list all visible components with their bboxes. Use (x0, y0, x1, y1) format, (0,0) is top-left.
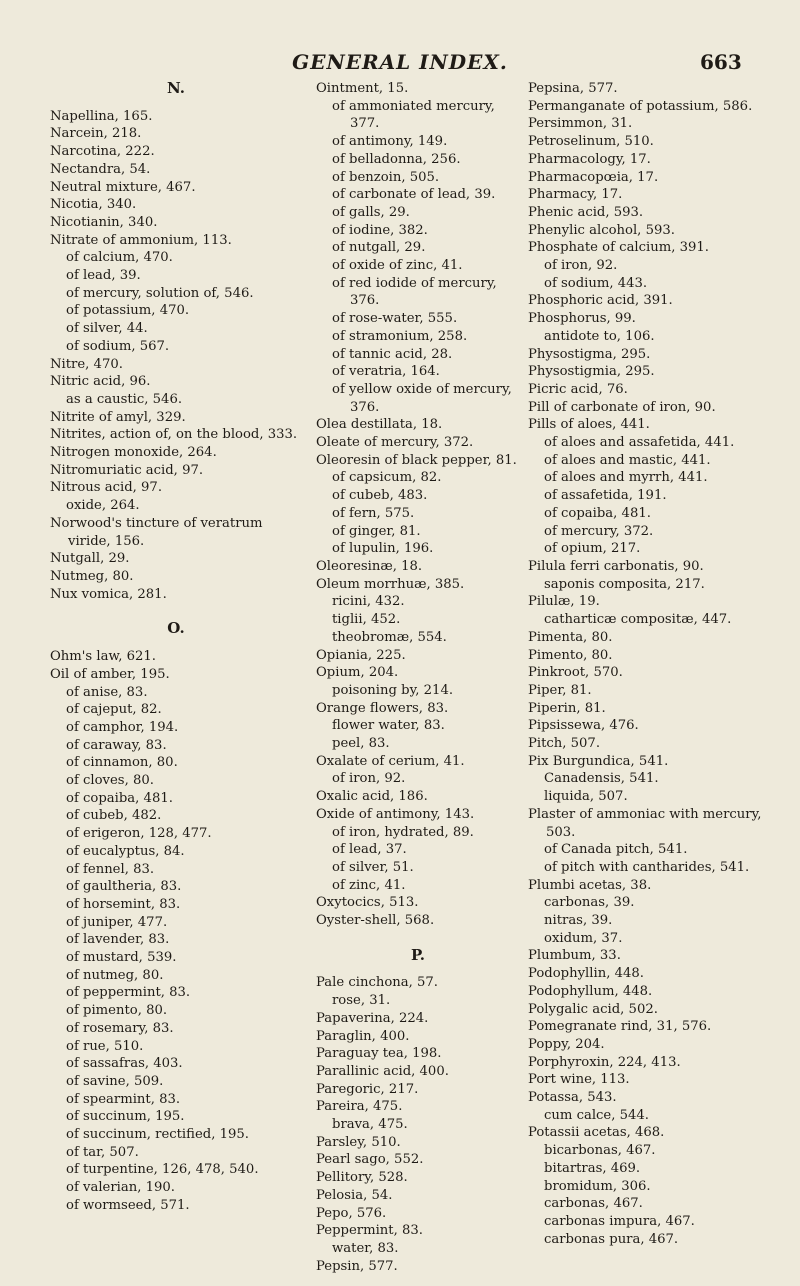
index-entry: Plaster of ammoniac with mercury, 503. (528, 806, 762, 840)
index-subentry: bicarbonas, 467. (544, 1143, 656, 1159)
index-subentry: carbonas impura, 467. (544, 1214, 695, 1229)
index-entry: Nectandra, 54. (50, 161, 151, 177)
index-entry: Petroselinum, 510. (528, 134, 654, 150)
section-letter: N. (167, 79, 185, 97)
index-entry: Pinkroot, 570. (528, 665, 623, 681)
index-subentry: of iron, 92. (332, 771, 406, 787)
index-subentry: of lead, 39. (66, 268, 141, 284)
index-entry: Pareira, 475. (316, 1099, 403, 1115)
index-entry: Nux vomica, 281. (50, 586, 167, 602)
index-subentry: saponis composita, 217. (544, 576, 705, 592)
index-subentry: liquida, 507. (544, 789, 628, 805)
index-entry: Olea destillata, 18. (316, 417, 443, 433)
index-entry: Pomegranate rind, 31, 576. (528, 1019, 712, 1035)
index-subentry: of lavender, 83. (66, 932, 170, 948)
index-subentry: of sodium, 567. (66, 338, 170, 354)
index-subentry: of oxide of zinc, 41. (332, 258, 463, 274)
index-entry: Phenylic alcohol, 593. (528, 222, 675, 238)
index-entry: Parallinic acid, 400. (316, 1063, 449, 1079)
index-subentry: bitartras, 469. (544, 1160, 641, 1176)
index-entry: Nitrite of amyl, 329. (50, 409, 186, 425)
index-subentry: ricini, 432. (332, 594, 405, 610)
index-subentry: of capsicum, 82. (332, 470, 442, 486)
index-entry: Nutmeg, 80. (50, 568, 134, 584)
index-subentry: of belladonna, 256. (332, 151, 461, 167)
index-entry: Orange flowers, 83. (316, 700, 449, 716)
index-entry: Norwood's tincture of veratrum viride, 156. (50, 515, 263, 549)
index-subentry: of cloves, 80. (66, 773, 154, 789)
index-subentry: of ammoniated mercury, 377. (332, 98, 495, 132)
section-letter: P. (410, 945, 426, 964)
index-subentry: of caraway, 83. (66, 737, 167, 753)
index-entry: Paraguay tea, 198. (316, 1046, 442, 1062)
index-entry: Nitromuriatic acid, 97. (50, 462, 204, 478)
index-entry: Podophyllin, 448. (528, 966, 644, 982)
index-entry: Nicotianin, 340. (50, 214, 158, 230)
index-subentry: of ginger, 81. (332, 523, 421, 539)
index-subentry: of carbonate of lead, 39. (332, 187, 496, 203)
index-subentry: of mustard, 539. (66, 950, 177, 966)
index-entry: Phosphorus, 99. (528, 311, 636, 327)
index-entry: Pharmacopœia, 17. (528, 169, 659, 185)
index-subentry: of cubeb, 482. (66, 808, 162, 824)
index-subentry: of rue, 510. (66, 1038, 144, 1054)
index-entry: Nitrous acid, 97. (50, 480, 163, 496)
index-subentry: of rose-water, 555. (332, 311, 458, 327)
index-entry: Oxalate of cerium, 41. (316, 753, 465, 769)
index-subentry: of aloes and assafetida, 441. (544, 435, 735, 451)
index-subentry: of cajeput, 82. (66, 702, 162, 718)
index-entry: Peppermint, 83. (316, 1223, 423, 1239)
index-entry: Pharmacology, 17. (528, 151, 651, 167)
index-entry: Ohm's law, 621. (50, 649, 156, 665)
index-subentry: of spearmint, 83. (66, 1091, 181, 1107)
index-subentry: nitras, 39. (544, 913, 613, 929)
index-subentry: oxidum, 37. (544, 930, 623, 946)
index-entry: Piperin, 81. (528, 700, 606, 716)
index-subentry: of camphor, 194. (66, 719, 179, 735)
index-subentry: carbonas pura, 467. (544, 1231, 679, 1247)
index-subentry: water, 83. (332, 1241, 399, 1256)
index-entry: Nitre, 470. (50, 356, 123, 372)
index-entry: Oyster-shell, 568. (316, 913, 435, 929)
index-subentry: of calcium, 470. (66, 250, 173, 266)
index-subentry: of valerian, 190. (66, 1180, 175, 1196)
index-entry: Pimenta, 80. (528, 629, 613, 645)
index-subentry: of antimony, 149. (332, 134, 448, 150)
index-entry: Opium, 204. (316, 665, 399, 681)
section-letter: O. (167, 619, 185, 638)
index-subentry: as a caustic, 546. (66, 391, 183, 407)
index-entry: Permanganate of potassium, 586. (528, 98, 753, 114)
index-column-1 (50, 80, 302, 1215)
index-entry: Nicotia, 340. (50, 197, 137, 213)
index-subentry: of succinum, 195. (66, 1109, 185, 1125)
index-subentry: of aloes and mastic, 441. (544, 452, 711, 468)
index-entry: Podophyllum, 448. (528, 983, 653, 999)
index-entry: Phenic acid, 593. (528, 204, 644, 220)
index-entry: Pepo, 576. (316, 1205, 387, 1221)
index-entry: Oxytocics, 513. (316, 895, 419, 911)
index-entry: Napellina, 165. (50, 108, 153, 124)
section-spacer (316, 964, 520, 974)
index-entry: Physostigmia, 295. (528, 364, 655, 380)
index-subentry: of pitch with cantharides, 541. (544, 859, 750, 875)
index-subentry: of copaiba, 481. (544, 505, 651, 521)
index-entry: Opiania, 225. (316, 647, 406, 663)
index-subentry: bromidum, 306. (544, 1178, 651, 1194)
index-entry: Port wine, 113. (528, 1072, 630, 1088)
index-entry: Pills of aloes, 441. (528, 417, 650, 433)
index-subentry: rose, 31. (332, 993, 391, 1009)
index-entry: Oleum morrhuæ, 385. (316, 576, 465, 592)
index-subentry: of gaultheria, 83. (66, 879, 182, 895)
index-entry: Ointment, 15. (316, 81, 409, 96)
index-column-2 (316, 80, 520, 1275)
index-subentry: poisoning by, 214. (332, 682, 454, 698)
index-entry: Pimento, 80. (528, 647, 613, 663)
index-subentry: of succinum, rectified, 195. (66, 1127, 249, 1143)
index-subentry: carbonas, 467. (544, 1196, 643, 1212)
index-column-3 (528, 80, 762, 1248)
index-subentry: of turpentine, 126, 478, 540. (66, 1162, 259, 1178)
index-entry: Plumbum, 33. (528, 948, 621, 964)
section-spacer (50, 603, 302, 620)
section-spacer (50, 98, 302, 108)
index-entry: Picric acid, 76. (528, 381, 628, 397)
index-subentry: of fern, 575. (332, 505, 415, 521)
index-entry: Oleate of mercury, 372. (316, 435, 474, 451)
index-subentry: of stramonium, 258. (332, 328, 468, 344)
index-subentry: of opium, 217. (544, 541, 641, 557)
index-entry: Pitch, 507. (528, 736, 601, 752)
index-entry: Pepsin, 577. (316, 1258, 398, 1274)
index-subentry: of horsemint, 83. (66, 896, 181, 912)
index-entry: Oxalic acid, 186. (316, 789, 428, 805)
index-entry: Pepsina, 577. (528, 81, 618, 96)
index-subentry: of juniper, 477. (66, 914, 168, 930)
index-entry: Nitric acid, 96. (50, 374, 151, 390)
index-entry: Potassa, 543. (528, 1090, 617, 1106)
index-entry: Pearl sago, 552. (316, 1152, 424, 1168)
index-entry: Potassii acetas, 468. (528, 1125, 665, 1141)
index-subentry: of anise, 83. (66, 684, 148, 700)
index-subentry: of sassafras, 403. (66, 1056, 183, 1072)
index-subentry: antidote to, 106. (544, 328, 655, 344)
index-subentry: of assafetida, 191. (544, 488, 667, 504)
index-subentry: flower water, 83. (332, 718, 445, 734)
index-subentry: of tannic acid, 28. (332, 346, 453, 362)
index-subentry: of iron, 92. (544, 258, 618, 274)
index-entry: Piper, 81. (528, 682, 592, 698)
index-entry: Pilula ferri carbonatis, 90. (528, 558, 704, 574)
index-entry: Pill of carbonate of iron, 90. (528, 399, 716, 415)
index-subentry: of veratria, 164. (332, 364, 440, 380)
index-subentry: of benzoin, 505. (332, 169, 440, 185)
index-subentry: tiglii, 452. (332, 612, 401, 628)
index-entry: Pale cinchona, 57. (316, 975, 438, 991)
index-subentry: carbonas, 39. (544, 895, 635, 911)
section-spacer (50, 638, 302, 648)
index-subentry: of sodium, 443. (544, 275, 648, 291)
index-entry: Neutral mixture, 467. (50, 179, 196, 195)
index-entry: Polygalic acid, 502. (528, 1001, 658, 1017)
index-entry: Pix Burgundica, 541. (528, 753, 669, 769)
index-subentry: of eucalyptus, 84. (66, 843, 185, 859)
index-subentry: of nutmeg, 80. (66, 967, 164, 983)
index-entry: Oil of amber, 195. (50, 666, 170, 682)
index-entry: Physostigma, 295. (528, 346, 651, 362)
index-subentry: of lead, 37. (332, 842, 407, 858)
index-entry: Oxide of antimony, 143. (316, 806, 475, 822)
section-spacer (316, 930, 520, 947)
index-subentry: of mercury, solution of, 546. (66, 285, 254, 301)
index-subentry: of copaiba, 481. (66, 790, 173, 806)
index-subentry: of zinc, 41. (332, 877, 406, 893)
index-subentry: of cinnamon, 80. (66, 755, 178, 771)
index-entry: Nitrites, action of, on the blood, 333. (50, 427, 298, 443)
page-number: 663 (700, 50, 742, 74)
index-subentry: cum calce, 544. (544, 1107, 649, 1123)
index-subentry: of tar, 507. (66, 1144, 139, 1160)
index-subentry: of iron, hydrated, 89. (332, 824, 474, 840)
index-entry: Nitrate of ammonium, 113. (50, 232, 232, 248)
index-entry: Paraglin, 400. (316, 1028, 410, 1044)
index-subentry: theobromæ, 554. (332, 629, 447, 645)
index-subentry: catharticæ compositæ, 447. (544, 612, 732, 628)
index-entry: Pelosia, 54. (316, 1187, 393, 1203)
index-subentry: of red iodide of mercury, 376. (332, 275, 497, 309)
index-entry: Narcotina, 222. (50, 144, 155, 160)
index-subentry: of silver, 44. (66, 321, 148, 337)
index-subentry: of fennel, 83. (66, 861, 155, 877)
index-subentry: brava, 475. (332, 1117, 408, 1133)
index-subentry: of galls, 29. (332, 204, 410, 220)
index-subentry: peel, 83. (332, 736, 390, 752)
index-entry: Pilulæ, 19. (528, 594, 600, 610)
index-entry: Oleoresinæ, 18. (316, 558, 423, 574)
index-entry: Oleoresin of black pepper, 81. (316, 452, 517, 468)
index-subentry: of mercury, 372. (544, 523, 654, 539)
index-entry: Persimmon, 31. (528, 116, 633, 132)
index-subentry: of nutgall, 29. (332, 240, 426, 256)
index-entry: Porphyroxin, 224, 413. (528, 1054, 681, 1070)
index-subentry: of silver, 51. (332, 859, 414, 875)
index-entry: Phosphate of calcium, 391. (528, 240, 709, 256)
index-subentry: of Canada pitch, 541. (544, 842, 688, 858)
index-entry: Pellitory, 528. (316, 1170, 408, 1186)
index-subentry: of erigeron, 128, 477. (66, 826, 212, 842)
index-entry: Pharmacy, 17. (528, 187, 623, 203)
index-subentry: Canadensis, 541. (544, 771, 659, 787)
page-header-title: GENERAL INDEX. (292, 50, 508, 74)
index-entry: Paregoric, 217. (316, 1081, 419, 1097)
index-subentry: of rosemary, 83. (66, 1020, 174, 1036)
index-subentry: of potassium, 470. (66, 303, 190, 319)
index-subentry: of peppermint, 83. (66, 985, 191, 1001)
index-subentry: of yellow oxide of mercury, 376. (332, 381, 512, 415)
index-subentry: of aloes and myrrh, 441. (544, 470, 708, 486)
index-entry: Narcein, 218. (50, 126, 142, 142)
index-subentry: oxide, 264. (66, 498, 140, 514)
index-entry: Papaverina, 224. (316, 1010, 429, 1026)
index-entry: Pipsissewa, 476. (528, 718, 639, 734)
index-subentry: of lupulin, 196. (332, 541, 434, 557)
index-entry: Phosphoric acid, 391. (528, 293, 673, 309)
index-entry: Nitrogen monoxide, 264. (50, 445, 217, 461)
index-subentry: of wormseed, 571. (66, 1197, 190, 1213)
index-subentry: of pimento, 80. (66, 1003, 168, 1019)
index-entry: Plumbi acetas, 38. (528, 877, 652, 893)
index-subentry: of savine, 509. (66, 1073, 164, 1089)
index-subentry: of cubeb, 483. (332, 488, 428, 504)
index-entry: Nutgall, 29. (50, 551, 130, 567)
index-entry: Parsley, 510. (316, 1134, 401, 1150)
index-entry: Poppy, 204. (528, 1036, 605, 1052)
index-subentry: of iodine, 382. (332, 222, 428, 238)
